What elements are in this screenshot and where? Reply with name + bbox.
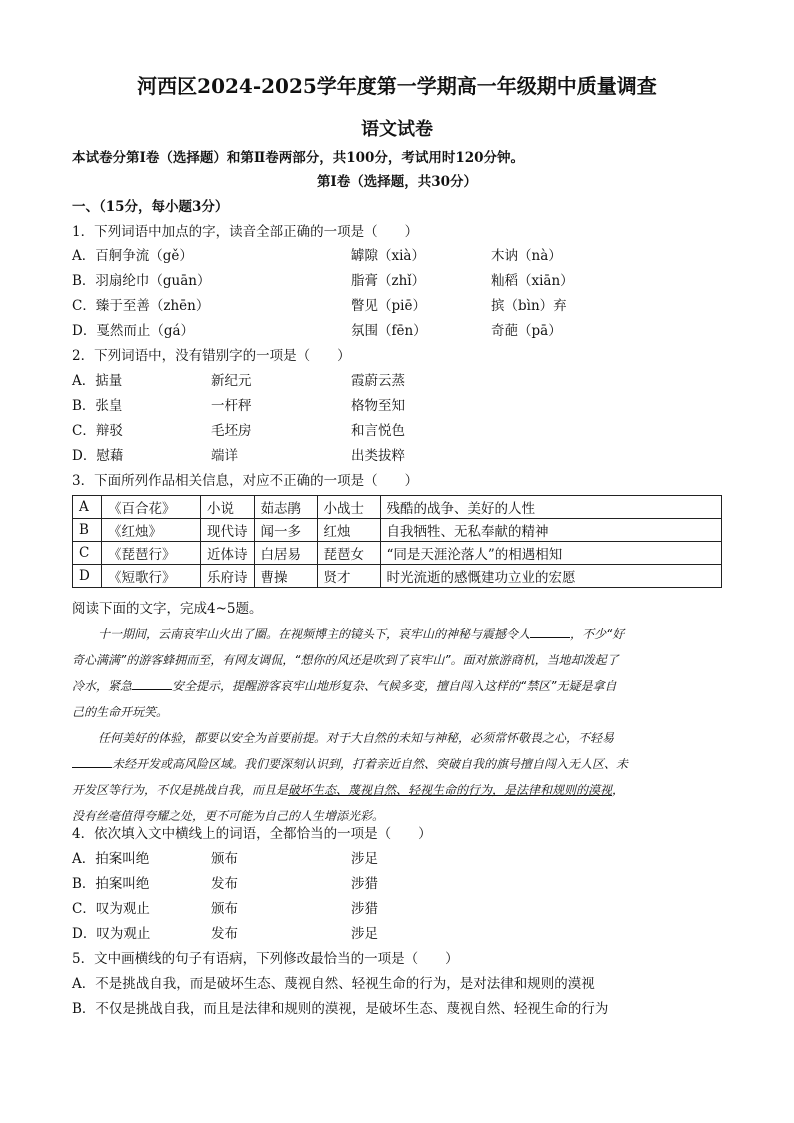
q5-option-b: B．不仅是挑战自我，而且是法律和规则的漠视，是破坏生态、蔑视自然、轻视生命的行为 xyxy=(72,1001,609,1017)
passage-text: 开发区等行为，不仅是挑战自我，而且是 xyxy=(72,783,289,797)
q2-option-c-3: 和言悦色 xyxy=(351,423,405,439)
passage-text: ，不少“好 xyxy=(570,627,625,641)
q2-option-c-1: C．辩驳 xyxy=(72,423,123,439)
q1-option-d-2: 氛围（fēn） xyxy=(351,323,427,339)
q4-option-d-1: D．叹为观止 xyxy=(72,926,151,942)
passage-text: 没有丝毫值得夸耀之处，更不可能为自己的人生增添光彩。 xyxy=(72,809,385,823)
q4-option-d-2: 发布 xyxy=(211,926,238,942)
q1-option-b-2: 脂膏（zhǐ） xyxy=(351,273,426,289)
q1-option-c-2: 瞥见（piē） xyxy=(351,298,426,314)
q1-option-c-3: 摈（bìn）弃 xyxy=(491,298,567,314)
table-cell: 《百合花》 xyxy=(102,496,201,519)
q4-option-a-2: 颁布 xyxy=(211,851,238,867)
table-cell: 贤才 xyxy=(317,565,380,588)
q2-option-d-2: 端详 xyxy=(211,448,238,464)
table-cell: 小说 xyxy=(201,496,255,519)
table-cell: 琵琶女 xyxy=(317,542,380,565)
q2-option-d-1: D．慰藉 xyxy=(72,448,124,464)
q2-option-b-1: B．张皇 xyxy=(72,398,123,414)
q4-option-b-1: B．拍案叫绝 xyxy=(72,876,150,892)
reading-passage-2 xyxy=(72,725,722,829)
table-cell: 白居易 xyxy=(254,542,317,565)
q1-option-a-3: 木讷（nà） xyxy=(491,248,562,264)
fill-blank xyxy=(132,675,172,690)
table-cell: 小战士 xyxy=(317,496,380,519)
q4-stem: 4．依次填入文中横线上的词语，全都恰当的一项是（ ） xyxy=(72,826,432,842)
table-cell: 红烛 xyxy=(317,519,380,542)
q1-stem: 1．下列词语中加点的字，读音全部正确的一项是（ ） xyxy=(72,224,419,240)
table-cell: 《琵琶行》 xyxy=(102,542,201,565)
table-cell: 时光流逝的感慨建功立业的宏愿 xyxy=(380,565,722,588)
q4-option-b-3: 涉猎 xyxy=(351,876,378,892)
fill-blank xyxy=(72,753,112,768)
page-subtitle: 语文试卷 xyxy=(361,119,433,140)
q1-option-d-1: D．戛然而止（gá） xyxy=(72,323,195,339)
q4-option-a-1: A．拍案叫绝 xyxy=(72,851,150,867)
q5-stem: 5．文中画横线的句子有语病，下列修改最恰当的一项是（ ） xyxy=(72,951,459,967)
passage-text: 十一期间，云南哀牢山火出了圈。在视频博主的镜头下，哀牢山的神秘与震撼令人 xyxy=(98,627,531,641)
q2-option-d-3: 出类拔粹 xyxy=(351,448,405,464)
table-cell: 自我牺牲、无私奉献的精神 xyxy=(380,519,722,542)
q1-option-d-3: 奇葩（pā） xyxy=(491,323,562,339)
table-cell: 现代诗 xyxy=(201,519,255,542)
passage-text: 任何美好的体验，都要以安全为首要前提。对于大自然的未知与神秘，必须常怀敬畏之心，不轻易 xyxy=(98,731,615,745)
q2-option-c-2: 毛坯房 xyxy=(211,423,252,439)
q3-info-table xyxy=(72,495,722,588)
q4-option-d-3: 涉足 xyxy=(351,926,378,942)
q4-option-c-1: C．叹为观止 xyxy=(72,901,150,917)
q4-option-b-2: 发布 xyxy=(211,876,238,892)
table-cell: 茹志鹃 xyxy=(254,496,317,519)
part-heading: 第Ⅰ卷（选择题，共30分） xyxy=(316,174,478,190)
passage-text: 己的生命开玩笑。 xyxy=(72,705,169,719)
passage-text: 冷水，紧急 xyxy=(72,679,133,693)
table-cell: D xyxy=(73,565,102,588)
q5-option-a: A．不是挑战自我，而是破坏生态、蔑视自然、轻视生命的行为，是对法律和规则的漠视 xyxy=(72,976,595,992)
table-cell: 闻一多 xyxy=(254,519,317,542)
q2-option-a-3: 霞蔚云蒸 xyxy=(351,373,405,389)
table-cell: 近体诗 xyxy=(201,542,255,565)
page-title: 河西区2024-2025学年度第一学期高一年级期中质量调查 xyxy=(137,74,657,98)
q2-option-a-2: 新纪元 xyxy=(211,373,252,389)
q2-option-a-1: A．掂量 xyxy=(72,373,123,389)
q2-option-b-2: 一杆秤 xyxy=(211,398,252,414)
table-row xyxy=(73,496,722,519)
reading-passage-1 xyxy=(72,621,722,725)
q1-option-b-3: 籼稻（xiān） xyxy=(491,273,574,289)
fill-blank xyxy=(530,623,570,638)
table-cell: 残酷的战争、美好的人性 xyxy=(380,496,722,519)
q4-option-c-3: 涉猎 xyxy=(351,901,378,917)
passage-text: 安全提示，提醒游客哀牢山地形复杂、气候多变，擅自闯入这样的“禁区”无疑是拿自 xyxy=(172,679,617,693)
table-row xyxy=(73,565,722,588)
table-row xyxy=(73,519,722,542)
passage-text: 奇心满满”的游客蜂拥而至，有网友调侃，“想你的风还是吹到了哀牢山”。面对旅游商机，当地却泼起了 xyxy=(72,653,619,667)
table-cell: B xyxy=(73,519,102,542)
q1-option-a-1: A．百舸争流（gě） xyxy=(72,248,193,264)
table-cell: 《红烛》 xyxy=(102,519,201,542)
q3-stem: 3．下面所列作品相关信息，对应不正确的一项是（ ） xyxy=(72,473,419,489)
underlined-sentence: 破坏生态、蔑视自然、轻视生命的行为，是法律和规则的漠视 xyxy=(288,783,613,797)
exam-intro: 本试卷分第Ⅰ卷（选择题）和第Ⅱ卷两部分，共100分，考试用时120分钟。 xyxy=(72,150,525,166)
q2-stem: 2．下列词语中，没有错别字的一项是（ ） xyxy=(72,348,351,364)
passage-text: ， xyxy=(612,783,625,797)
table-cell: 曹操 xyxy=(254,565,317,588)
q4-option-a-3: 涉足 xyxy=(351,851,378,867)
table-cell: C xyxy=(73,542,102,565)
table-cell: A xyxy=(73,496,102,519)
q1-option-c-1: C．臻于至善（zhēn） xyxy=(72,298,210,314)
reading-intro: 阅读下面的文字，完成4~5题。 xyxy=(72,601,263,617)
q2-option-b-3: 格物至知 xyxy=(351,398,405,414)
table-cell: “同是天涯沦落人”的相遇相知 xyxy=(380,542,722,565)
section-heading: 一、（15分，每小题3分） xyxy=(72,199,229,215)
passage-text: 未经开发或高风险区域。我们要深刻认识到，打着亲近自然、突破自我的旗号擅自闯入无人区、未 xyxy=(112,757,629,771)
q4-option-c-2: 颁布 xyxy=(211,901,238,917)
table-cell: 乐府诗 xyxy=(201,565,255,588)
table-row xyxy=(73,542,722,565)
table-cell: 《短歌行》 xyxy=(102,565,201,588)
q1-option-a-2: 罅隙（xià） xyxy=(351,248,425,264)
q1-option-b-1: B．羽扇纶巾（guān） xyxy=(72,273,211,289)
